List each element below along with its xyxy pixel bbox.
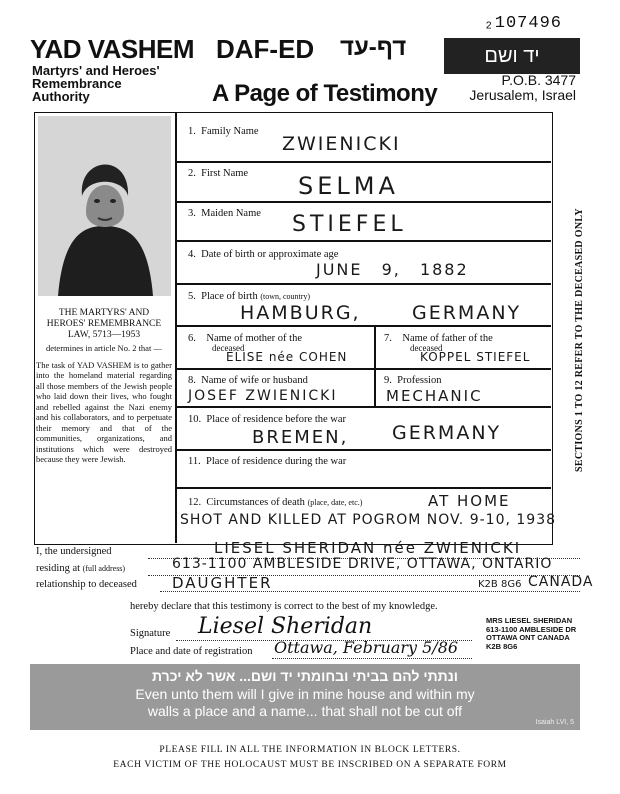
death-value-line1: AT HOME (428, 492, 511, 510)
org-sub-1: Martyrs' and Heroes' (32, 63, 160, 78)
row-divider (175, 325, 551, 327)
profession-value: MECHANIC (386, 387, 483, 405)
residence-before-country-value: GERMANY (392, 422, 502, 444)
family-name-label: 1. Family Name (188, 126, 259, 137)
pob-town-value: HAMBURG, (240, 302, 361, 324)
stamp-line-3: OTTAWA ONT CANADA (486, 633, 570, 642)
residence-during-label: 11. Place of residence during the war (188, 456, 347, 467)
portrait-image-icon (38, 116, 171, 296)
quote-line-1: Even unto them will I give in mine house and within my (135, 686, 475, 702)
yad-vashem-logo: יד ושם (444, 38, 580, 74)
death-label: 12. Circumstances of death (place, date, etc.) (188, 497, 363, 508)
residing-value: 613-1100 AMBLESIDE DRIVE, OTTAWA, ONTARIO (172, 556, 553, 572)
row-divider (175, 161, 551, 163)
row-divider (175, 487, 551, 489)
cell-divider (374, 325, 376, 406)
mother-label: 6. Name of mother of the (188, 333, 303, 344)
signature-value: Liesel Sheridan (198, 614, 373, 639)
side-note-text: SECTIONS 1 TO 12 REFER TO THE DECEASED ONLY (574, 208, 585, 472)
maiden-name-label: 3. Maiden Name (188, 208, 261, 219)
residence-before-label: 10. Place of residence before the war (188, 414, 347, 425)
law-heading-1: THE MARTYRS' AND (58, 308, 150, 318)
undersigned-value: LIESEL SHERIDAN née ZWIENICKI (214, 539, 522, 557)
father-label-deceased: deceased (410, 343, 443, 353)
spouse-label: 8. Name of wife or husband (188, 375, 308, 386)
hebrew-daf-ed: דף-עד (340, 34, 407, 61)
law-heading (36, 308, 172, 341)
org-name: YAD VASHEM (30, 34, 195, 64)
signature-label: Signature (130, 628, 171, 639)
quote-reference: Isaiah LVI, 5 (535, 719, 574, 726)
stamp-line-2: 613-1100 AMBLESIDE DR (486, 624, 577, 634)
row-divider (175, 406, 551, 408)
row-divider (175, 449, 551, 451)
law-heading-2: HEROES' REMEMBRANCE (46, 319, 162, 329)
po-box: P.O.B. 3477 (501, 72, 576, 88)
row-divider (175, 283, 551, 285)
footer-line-1: PLEASE FILL IN ALL THE INFORMATION IN BLOCK LETTERS. (159, 745, 461, 755)
place-date-label: Place and date of registration (130, 646, 253, 657)
address-block (460, 73, 576, 103)
mother-value: ELISE née COHEN (226, 350, 348, 364)
declaration-text: hereby declare that this testimony is correct to the best of my knowledge. (130, 601, 438, 612)
relationship-value: DAUGHTER (172, 574, 273, 592)
pob-label: 5. Place of birth (town, country) (188, 291, 311, 302)
first-name-label: 2. First Name (188, 168, 249, 179)
hebrew-quote: ונתתי להם בביתי ובחומתי יד ושם... אשר לא יכרת (152, 668, 458, 684)
dob-value: JUNE 9, 1882 (316, 260, 469, 279)
postal-code-value: K2B 8G6 (478, 579, 522, 590)
profession-label: 9. Profession (384, 375, 442, 386)
column-divider (175, 112, 177, 543)
residing-label: residing at (full address) (36, 563, 126, 574)
stamp-line-1: MRS LIESEL SHERIDAN (486, 616, 573, 625)
undersigned-label: I, the undersigned (36, 546, 112, 557)
law-body: The task of YAD VASHEM is to gather into the homeland material regarding all those members of the Jewish people who laid down their lives, who fought and rebelled against the Nazi enemy and his collaborators, and to perpetuate their memory and that of the communities, organizations, and institutions which were destroyed because they were Jewish. (36, 359, 172, 464)
first-name-value: SELMA (298, 172, 399, 200)
city: Jerusalem, Israel (469, 87, 576, 103)
country-value: CANADA (528, 574, 594, 590)
father-value: KOPPEL STIEFEL (420, 350, 531, 364)
daf-ed-title: DAF-ED (216, 34, 315, 64)
footer-line-2: EACH VICTIM OF THE HOLOCAUST MUST BE INSCRIBED ON A SEPARATE FORM (113, 760, 507, 770)
stamp-line-4: K2B 8G6 (486, 641, 518, 651)
page-title: A Page of Testimony (212, 80, 438, 107)
place-date-value: Ottawa, February 5/86 (274, 638, 459, 657)
pob-country-value: GERMANY (412, 302, 522, 324)
side-note (566, 150, 586, 480)
org-sub-2: Remembrance (32, 76, 122, 91)
quote-line-2: walls a place and a name... that shall not be cut off (147, 703, 463, 719)
row-divider (175, 240, 551, 242)
death-value-line2: SHOT AND KILLED AT POGROM NOV. 9-10, 1938 (180, 512, 557, 528)
quote-band (30, 664, 580, 730)
portrait-photo (38, 116, 171, 296)
place-date-line (272, 658, 472, 659)
law-determines: determines in article No. 2 that — (46, 343, 162, 353)
row-divider (175, 201, 551, 203)
dob-label: 4. Date of birth or approximate age (188, 249, 339, 260)
row-divider (175, 368, 551, 370)
serial-number: ₂107496 (483, 14, 562, 33)
law-heading-3: LAW, 5713—1953 (67, 330, 141, 340)
father-label: 7. Name of father of the (384, 333, 493, 344)
spouse-value: JOSEF ZWIENICKI (188, 388, 338, 404)
relationship-label: relationship to deceased (36, 579, 137, 590)
org-sub-3: Authority (32, 89, 90, 104)
address-stamp (486, 617, 576, 651)
family-name-value: ZWIENICKI (282, 133, 401, 155)
maiden-name-value: STIEFEL (292, 212, 407, 237)
residence-before-town-value: BREMEN, (252, 427, 349, 448)
law-text-column (36, 308, 172, 465)
mother-label-deceased: deceased (212, 343, 245, 353)
